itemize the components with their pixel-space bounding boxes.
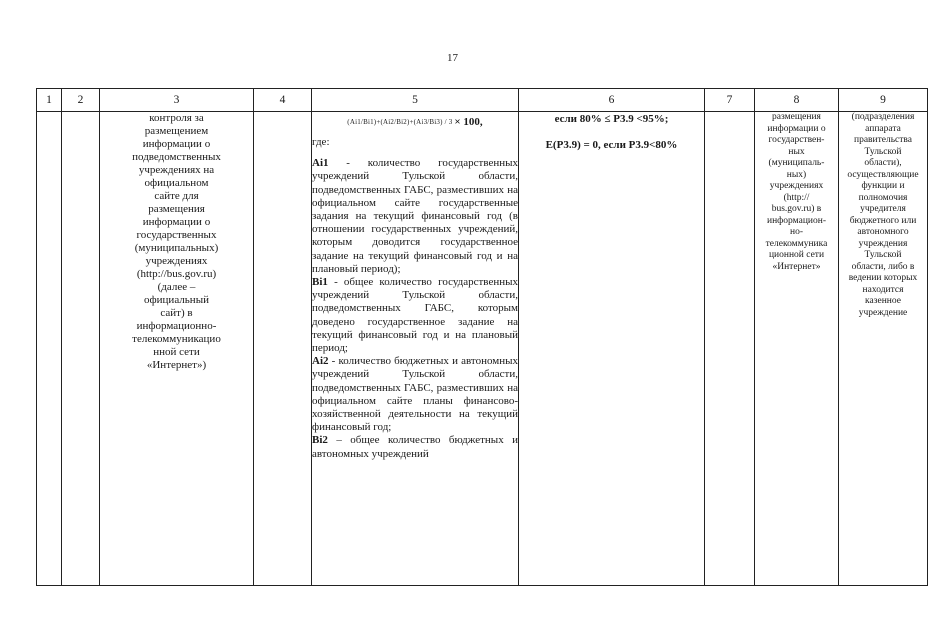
definition-text: – общее количество бюджетных и автономных учреждений [312, 434, 518, 460]
source-line: государствен- [768, 135, 825, 145]
col-header-2: 2 [62, 89, 100, 112]
formula-tail: × 100, [454, 116, 483, 129]
responsible-line: Тульской [864, 250, 902, 260]
indicator-name-line: информационно- [136, 320, 217, 332]
cell-formula [312, 112, 519, 586]
indicator-name-line: сайте для [154, 190, 199, 202]
indicator-name-line: контроля за [149, 112, 204, 124]
indicator-name-line: официальный [144, 294, 209, 306]
definition-term: Bi2 [312, 434, 328, 447]
cell-col-2 [62, 112, 100, 586]
indicator-name-line: информации о [142, 216, 211, 228]
source-line: телекоммуника [765, 238, 828, 249]
indicator-name-line: официальном [144, 177, 209, 189]
col-header-9: 9 [839, 89, 928, 112]
cell-evaluation [519, 112, 705, 586]
responsible-line: бюджетного или [849, 215, 917, 226]
cell-col-7 [705, 112, 755, 586]
responsible-line: полномочия [858, 192, 908, 203]
col-header-3: 3 [100, 89, 254, 112]
cell-indicator-name [100, 112, 254, 586]
col-header-8: 8 [755, 89, 839, 112]
definition-term: Ai1 [312, 157, 329, 170]
indicator-name-line: учреждениях [145, 255, 208, 267]
source-line: ных) [786, 169, 807, 180]
cell-responsible [839, 112, 928, 586]
indicator-name-line: подведомственных [132, 151, 221, 163]
definition-text: - общее количество государственных учреждений Тульской области, подведомственных ГАБС, которым доведено государственное задание на текущий финансовый год и на плановый период; [312, 276, 518, 355]
source-line: bus.gov.ru) в [771, 204, 822, 214]
definition [312, 276, 518, 355]
source-line: размещения [772, 112, 821, 122]
responsible-line: учредителя [860, 204, 906, 214]
responsible-line: казенное [865, 296, 901, 306]
indicator-name-line: учреждениях на [138, 164, 215, 176]
definition-text: - количество государственных учреждений Тульской области, подведомственных ГАБС, разместивших на официальном сайте государственные задания на текущий финансовый год (в отношении государственных учреждений, которым доводится государственное задание на текущий финансовый год и на плановый период); [312, 157, 518, 275]
indicator-name-line: государственных [136, 229, 217, 241]
responsible-line: учреждения [858, 238, 908, 249]
definition [312, 157, 518, 276]
source-line: «Интернет» [772, 261, 821, 272]
col-header-7: 7 [705, 89, 755, 112]
responsible-line: правительства [853, 135, 912, 145]
page-number: 17 [447, 52, 458, 64]
indicator-name-line: размещения [148, 203, 205, 215]
cell-source [755, 112, 839, 586]
source-line: информацион- [766, 215, 826, 226]
indicator-name-line: (далее – [157, 281, 196, 293]
source-line: учреждениях [769, 181, 824, 191]
indicator-name-line: информации о [142, 138, 211, 150]
formula-fraction: (Ai1/Bi1)+(Ai2/Bi2)+(Ai3/Bi3) / 3 [347, 118, 453, 127]
responsible-line: области, либо в [851, 261, 915, 272]
definition [312, 434, 518, 460]
responsible-line: аппарата [865, 123, 901, 134]
indicator-name-line: (http://bus.gov.ru) [136, 268, 217, 280]
responsible-line: учреждение [858, 307, 908, 318]
formula [312, 112, 518, 134]
col-header-5: 5 [312, 89, 519, 112]
indicator-name-line: (муниципальных) [134, 242, 219, 254]
evaluation-line-2: E(P3.9) = 0, если P3.9<80% [545, 139, 678, 151]
responsible-line: области), [864, 158, 902, 168]
responsible-line: ведении которых [848, 273, 918, 283]
source-line: но- [790, 227, 803, 237]
responsible-line: осуществляющие [847, 169, 919, 180]
cell-col-1 [37, 112, 62, 586]
col-header-6: 6 [519, 89, 705, 112]
criteria-table [36, 88, 928, 586]
responsible-line: (подразделения [851, 112, 915, 122]
col-header-1: 1 [37, 89, 62, 112]
responsible-line: Тульской [864, 146, 902, 157]
definition-term: Bi1 [312, 276, 328, 289]
cell-col-4 [254, 112, 312, 586]
source-line: (http:// [783, 192, 810, 203]
definition [312, 355, 518, 434]
indicator-name-line: телекоммуникацио [132, 333, 221, 345]
source-line: ных [788, 146, 805, 157]
responsible-line: автономного [857, 227, 909, 237]
table-row [37, 112, 928, 586]
indicator-name-line: нной сети [153, 346, 200, 358]
source-line: ционной сети [768, 250, 825, 260]
evaluation-line-1: если 80% ≤ P3.9 <95%; [554, 113, 669, 125]
col-header-4: 4 [254, 89, 312, 112]
header-row [37, 89, 928, 112]
indicator-name-line: «Интернет») [146, 359, 207, 371]
indicator-name-line: размещением [144, 125, 209, 137]
definition-text: - количество бюджетных и автономных учреждений Тульской области, подведомственных ГАБС, разместивших на официальном сайте планы финансово-хозяйственной деятельности на текущий финансовый год; [312, 355, 518, 434]
source-line: (муниципаль- [768, 158, 825, 168]
formula-where: где: [312, 136, 330, 148]
source-line: информации о [767, 123, 826, 134]
indicator-name-line: сайт) в [160, 307, 193, 319]
responsible-line: находится [862, 284, 904, 295]
responsible-line: функции и [861, 181, 905, 191]
definition-term: Ai2 [312, 355, 329, 368]
